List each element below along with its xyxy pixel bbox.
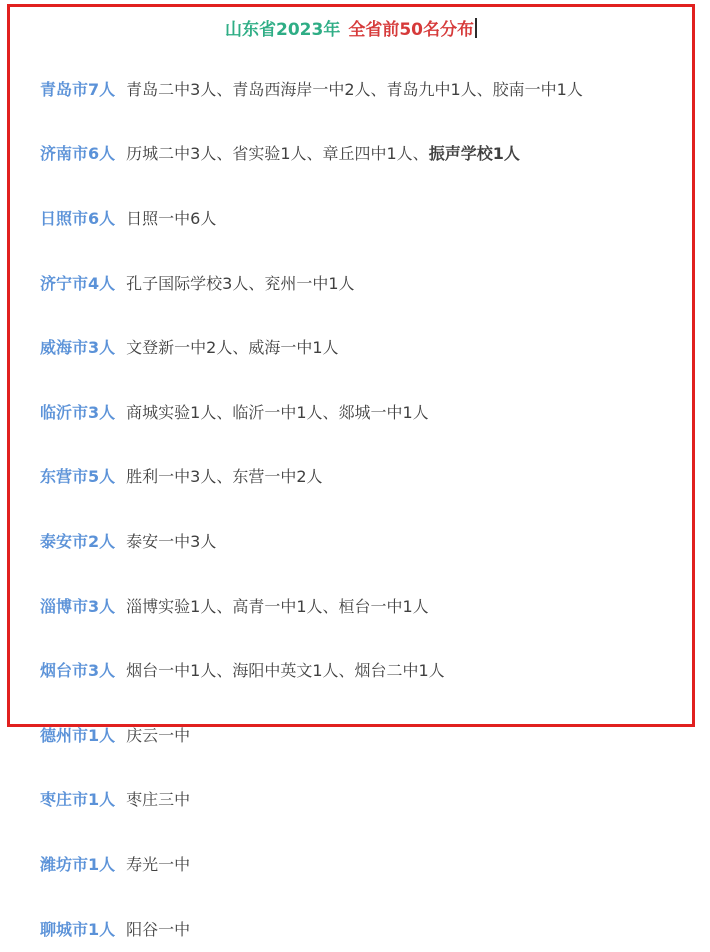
table-row[interactable]: [10, 581, 692, 630]
table-row[interactable]: [10, 645, 692, 694]
schools-text: 淄博实验1人、高青一中1人、桓台一中1人: [126, 596, 429, 616]
city-label: 聊城市1人: [40, 919, 116, 939]
city-label: 淄博市3人: [40, 596, 116, 616]
city-label: 日照市6人: [40, 208, 116, 228]
document-frame[interactable]: [7, 4, 695, 939]
table-row[interactable]: [10, 129, 692, 178]
table-row[interactable]: [10, 258, 692, 307]
table-row[interactable]: [10, 64, 692, 113]
city-label: 东营市5人: [40, 467, 116, 487]
city-label: 青岛市7人: [40, 79, 116, 99]
schools-text: 商城实验1人、临沂一中1人、郯城一中1人: [126, 402, 429, 422]
table-row[interactable]: [10, 452, 692, 501]
schools-text: 烟台一中1人、海阳中英文1人、烟台二中1人: [126, 661, 445, 681]
schools-text: 青岛二中3人、青岛西海岸一中2人、青岛九中1人、胶南一中1人: [126, 79, 583, 99]
table-row[interactable]: [10, 387, 692, 436]
table-row[interactable]: [10, 710, 692, 759]
title-subject-segment: 全省前50名分布: [348, 20, 474, 40]
city-label: 临沂市3人: [40, 402, 116, 422]
schools-text: 泰安一中3人: [126, 531, 217, 551]
table-row[interactable]: [10, 322, 692, 371]
table-row[interactable]: [10, 193, 692, 242]
city-label: 德州市1人: [40, 725, 116, 745]
schools-text: 历城二中3人、省实验1人、章丘四中1人、: [126, 144, 429, 164]
city-label: 枣庄市1人: [40, 790, 116, 810]
schools-text: 阳谷一中: [126, 919, 191, 939]
city-label: 济宁市4人: [40, 273, 116, 293]
table-row[interactable]: [10, 775, 692, 824]
city-label: 潍坊市1人: [40, 854, 116, 874]
city-label: 泰安市2人: [40, 531, 116, 551]
city-distribution-list: [10, 64, 692, 952]
table-row[interactable]: [10, 904, 692, 952]
table-row[interactable]: [10, 516, 692, 565]
schools-text: 孔子国际学校3人、兖州一中1人: [126, 273, 355, 293]
table-row[interactable]: [10, 839, 692, 888]
schools-text: 日照一中6人: [126, 208, 217, 228]
text-cursor-caret: [475, 18, 477, 38]
schools-text: 庆云一中: [126, 725, 191, 745]
schools-text: 枣庄三中: [126, 790, 191, 810]
city-label: 济南市6人: [40, 144, 116, 164]
schools-text: 寿光一中: [126, 854, 191, 874]
schools-text: 文登新一中2人、威海一中1人: [126, 338, 339, 358]
schools-text-bold: 振声学校1人: [428, 144, 520, 164]
city-label: 烟台市3人: [40, 661, 116, 681]
page-title[interactable]: [10, 7, 692, 48]
schools-text: 胜利一中3人、东营一中2人: [126, 467, 323, 487]
title-year-segment: 山东省2023年: [225, 20, 341, 40]
city-label: 威海市3人: [40, 338, 116, 358]
